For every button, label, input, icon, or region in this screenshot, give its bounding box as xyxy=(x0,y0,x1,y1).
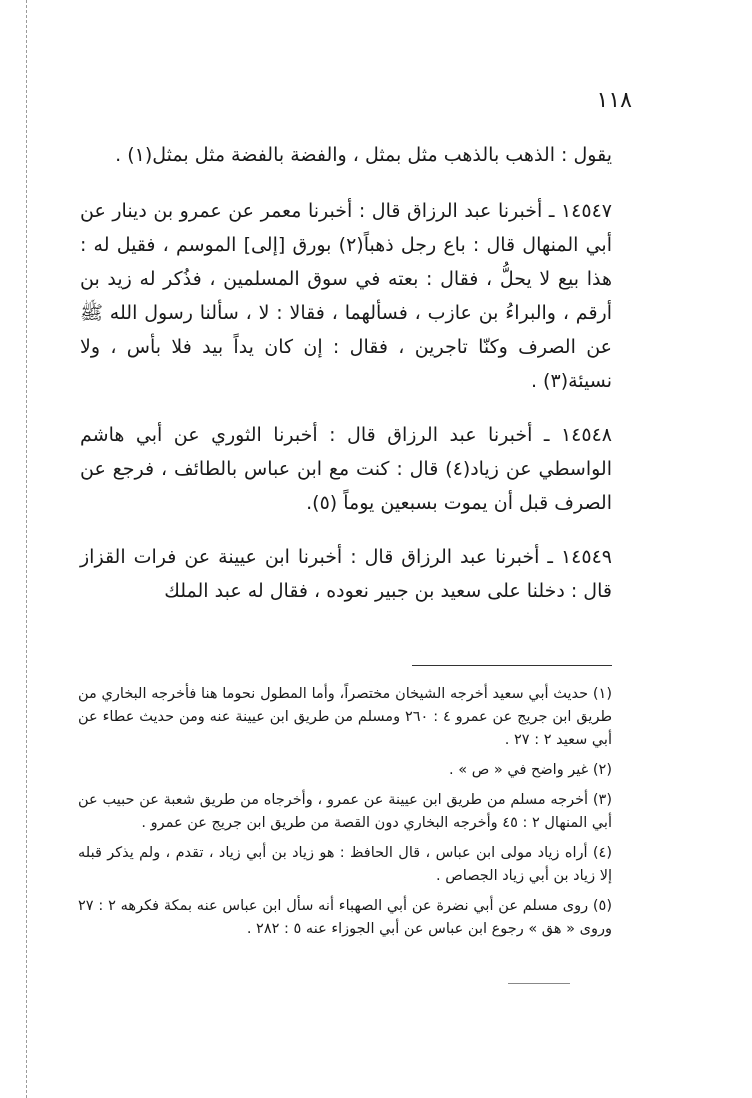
footnote-4: (٤) أراه زياد مولى ابن عباس ، قال الحافظ : هو زياد بن أبي زياد ، تقدم ، ولم يذكر قبله إلا زياد بن أبي زياد الجصاص . xyxy=(78,845,612,884)
footnote-2: (٢) غير واضح في « ص » . xyxy=(449,762,612,778)
paragraph: يقول : الذهب بالذهب مثل بمثل ، والفضة بالفضة مثل بمثل(١) . xyxy=(115,144,612,166)
footnote-separator xyxy=(412,665,612,666)
hadith-14549: ١٤٥٤٩ ـ أخبرنا عبد الرزاق قال : أخبرنا ابن عيينة عن فرات القزاز قال : دخلنا على سعيد بن جبير نعوده ، فقال له عبد الملك xyxy=(80,546,612,602)
main-text xyxy=(80,138,612,628)
footnote-5: (٥) روى مسلم عن أبي نضرة عن أبي الصهباء أنه سأل ابن عباس عنه بمكة فكرهه ٢ : ٢٧ وروى « هق » رجوع ابن عباس عن أبي الجوزاء عنه ٥ : ٢٨٢ . xyxy=(78,898,612,937)
hadith-14548: ١٤٥٤٨ ـ أخبرنا عبد الرزاق قال : أخبرنا الثوري عن أبي هاشم الواسطي عن زياد(٤) قال : كنت مع ابن عباس بالطائف ، فرجع عن الصرف قبل أن يموت بسبعين يوماً (٥). xyxy=(80,424,612,514)
footnote-1: (١) حديث أبي سعيد أخرجه الشيخان مختصراً، وأما المطول نحوما هنا فأخرجه البخاري من طريق ابن جريج عن عمرو ٤ : ٢٦٠ ومسلم من طريق ابن عيينة عنه ومن حديث عطاء عن أبي سعيد ٢ : ٢٧ . xyxy=(78,686,612,748)
margin-rule xyxy=(26,0,27,1098)
footnote-3: (٣) أخرجه مسلم من طريق ابن عيينة عن عمرو ، وأخرجاه من طريق شعبة عن حبيب عن أبي المنهال ٢ : ٤٥ وأخرجه البخاري دون القصة من طريق ابن جريج عن عمرو . xyxy=(78,792,612,831)
hadith-14547: ١٤٥٤٧ ـ أخبرنا عبد الرزاق قال : أخبرنا معمر عن عمرو بن دينار عن أبي المنهال قال : باع رجل ذهباً(٢) بورق [إلى] الموسم ، فقيل له : هذا بيع لا يحلُّ ، فقال : بعته في سوق المسلمين ، فذُكر له زيد بن أرقم ، والبراءُ بن عازب ، فسألهما ، فقالا : لا ، سألنا رسول الله ﷺ عن الصرف وكنّا تاجرين ، فقال : إن كان يداً بيد فلا بأس ، ولا نسيئة(٣) . xyxy=(80,200,613,392)
end-rule xyxy=(508,983,570,984)
footnotes xyxy=(78,683,612,948)
page-number: ١١٨ xyxy=(596,88,632,113)
